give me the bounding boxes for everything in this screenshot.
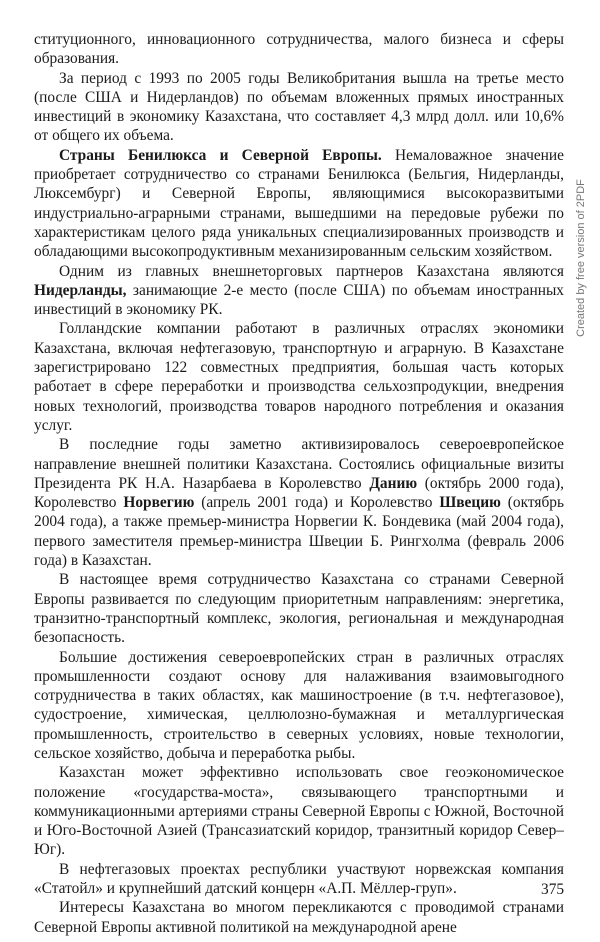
section-heading: Страны Бенилюкса и Северной Европы. <box>59 146 382 164</box>
paragraph: ституционного, инновационного сотрудничества, малого бизнеса и сферы образования. <box>34 31 564 68</box>
watermark: Created by free version of 2PDF <box>575 179 587 337</box>
paragraph-text: В последние годы заметно активизировалось североевропейское направление внешней политики Казахстана. Состоялись официальные визиты Президента РК Н.А. Назарбаева в Королевство <box>34 436 564 492</box>
paragraph-text: Одним из главных внешнеторговых партнеров Казахстана являются <box>59 262 564 280</box>
paragraph: В настоящее время сотрудничество Казахстана со странами Северной Европы развивается по следующим приоритетным направлениям: энергетика, транзитно-транспортный комплекс, экология, региональная и международная безопасность. <box>34 571 564 647</box>
country-name: Данию <box>369 474 418 492</box>
paragraph: Голландские компании работают в различных отраслях экономики Казахстана, включая нефтегазовую, транспортную и аграрную. В Казахстане зарегистрировано 122 совместных предприятия, большая часть которых работает в сфере переработки и производства сельхозпродукции, внедрения новых технологий, производства товаров народного потребления и оказания услуг. <box>34 320 564 434</box>
paragraph-text: (апрель 2001 года) и Королевство <box>194 494 440 512</box>
page-number: 375 <box>541 881 565 898</box>
paragraph: В нефтегазовых проектах республики участвуют норвежская компания «Статойл» и крупнейший датский концерн «А.П. Мёллер-груп». <box>34 860 564 898</box>
paragraph: Казахстан может эффективно использовать свое геоэкономическое положение «государства-моста», связывающего транспортными и коммуникационными артериями страны Северной Европы с Южной, Восточной и Юго-Восточной Азией (Трансазиатский коридор, транзитный коридор Север–Юг). <box>34 764 564 859</box>
country-name: Нидерланды, <box>34 281 127 299</box>
paragraph: Интересы Казахстана во многом перекликаются с проводимой странами Северной Европы активной политикой на международной арене <box>34 899 564 936</box>
paragraph-text: (октябрь 2004 года), а также премьер-министра Норвегии К. Бондевика (май 2004 года), первого заместителя премьер-министра Швеции Б. Рингхолма (февраль 2006 года) в Казахстан. <box>34 494 564 570</box>
country-name: Норвегию <box>123 494 195 512</box>
country-name: Швецию <box>439 494 501 512</box>
paragraph <box>34 435 564 570</box>
page-body <box>34 30 564 937</box>
paragraph-text: (октябрь 2000 года), Королевство <box>34 474 564 512</box>
paragraph: За период с 1993 по 2005 годы Великобритания вышла на третье место (после США и Нидерландов) по объемам вложенных прямых иностранных инвестиций в экономику Казахстана, что составляет 4,3 млрд долл. или 10,6% от общего их объема. <box>34 69 564 145</box>
paragraph <box>34 146 564 262</box>
paragraph-text: занимающие 2-е место (после США) по объемам иностранных инвестиций в экономику РК. <box>34 281 564 319</box>
paragraph <box>34 262 564 320</box>
paragraph-text: Немаловажное значение приобретает сотрудничество со странами Бенилюкса (Бельгия, Нидерланды, Люксембург) и Северной Европы, являющимися высокоразвитыми индустриально-аграрными странами, вышедшими на передовые рубежи по характеристикам целого ряда уникальных специализированных производств и обладающими высокопродуктивным механизированным сельским хозяйством. <box>34 146 564 261</box>
paragraph: Большие достижения североевропейских стран в различных отраслях промышленности создают основу для налаживания взаимовыгодного сотрудничества в таких областях, как машиностроение (в т.ч. нефтегазовое), судостроение, химическая, целлюлозно-бумажная и металлургическая промышленность, строительство в северных условиях, новые технологии, сельское хозяйство, добыча и переработка рыбы. <box>34 648 564 762</box>
